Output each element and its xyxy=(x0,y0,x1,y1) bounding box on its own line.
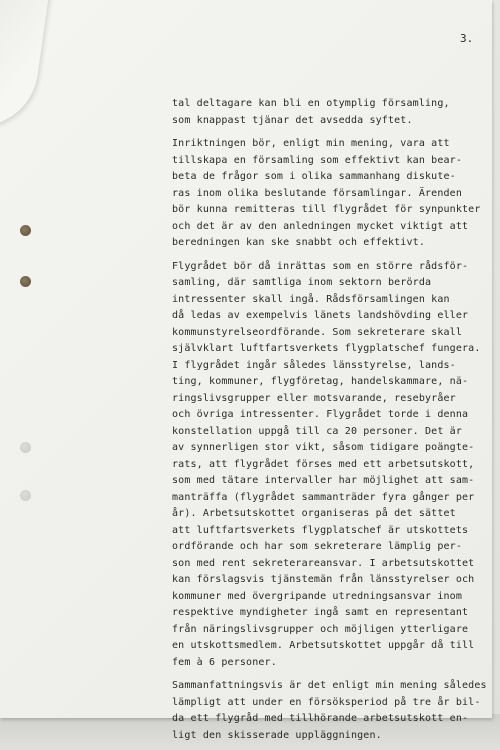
text-line: kommuner med övergripande utredningsansvar inom xyxy=(172,590,463,602)
text-line: kommunstyrelseordförande. Som sekreterare skall xyxy=(172,326,463,338)
text-line: manträffa (flygrådet sammanträder fyra gånger per xyxy=(172,491,475,503)
text-line: samling, där samtliga inom sektorn berörda xyxy=(172,277,432,288)
text-line: rats, att flygrådet förses med ett arbetsutskott, xyxy=(172,458,475,470)
text-line: ringslivsgrupper eller motsvarande, resebyråer xyxy=(172,392,456,404)
text-line: tal deltagare kan bli en otymplig församling, xyxy=(172,98,450,109)
punch-hole xyxy=(20,225,31,236)
text-line: självklart luftfartsverkets flygplatschef fungera. xyxy=(172,343,481,354)
text-line: fem à 6 personer. xyxy=(172,656,277,668)
text-line: att luftfartsverkets flygplatschef är utskottets xyxy=(172,524,469,536)
text-line: från näringslivsgrupper och möjligen ytterligare xyxy=(172,623,469,635)
text-line: Flygrådet bör då inrättas som en större rådsför- xyxy=(172,260,469,272)
text-line: respektive myndigheter ingå samt en representant xyxy=(172,607,469,618)
text-line: beredningen kan ske snabbt och effektivt. xyxy=(172,237,425,248)
text-line: I flygrådet ingår således länsstyrelse, lands- xyxy=(172,359,456,371)
text-line: intressenter skall ingå. Rådsförsamlingen kan xyxy=(172,293,450,305)
text-line: ting, kommuner, flygföretag, handelskammare, nä- xyxy=(172,376,469,387)
text-line: ordförande och har som sekreterare lämplig per- xyxy=(172,541,463,552)
folded-corner xyxy=(0,0,50,134)
text-line: beta de frågor som i olika sammanhang diskute- xyxy=(172,171,456,182)
text-line: kan förslagsvis tjänstemän från länsstyrelser och xyxy=(172,574,475,585)
text-line: som med tätare intervaller har möjlighet att sam- xyxy=(172,475,475,486)
text-line: Sammanfattningsvis är det enligt min mening således xyxy=(172,680,487,691)
text-line: av synnerligen stor vikt, såsom tidigare poängte- xyxy=(172,442,475,453)
text-line: en utskottsmedlem. Arbetsutskottet uppgår då till xyxy=(172,640,475,651)
text-line: ligt den skisserade uppläggningen. xyxy=(172,729,382,741)
text-line: som knappast tjänar det avsedda syftet. xyxy=(172,114,413,126)
paragraph xyxy=(172,678,492,744)
document-body xyxy=(172,96,492,750)
text-line: tillskapa en församling som effektivt kan bear- xyxy=(172,154,463,166)
text-line: lämpligt att under en försöksperiod på tre år bil- xyxy=(172,696,481,708)
punch-hole xyxy=(20,442,31,453)
text-line: och övriga intressenter. Flygrådet torde i denna xyxy=(172,409,469,420)
paragraph xyxy=(172,259,492,672)
text-line: da ett flygråd med tillhörande arbetsutskott en- xyxy=(172,713,469,724)
page-number: 3. xyxy=(460,32,474,45)
text-line: då ledas av exempelvis länets landshövding eller xyxy=(172,310,469,321)
punch-hole xyxy=(20,490,31,501)
text-line: son med rent sekreterareansvar. I arbetsutskottet xyxy=(172,557,475,569)
paragraph xyxy=(172,96,492,129)
text-line: bör kunna remitteras till flygrådet för synpunkter xyxy=(172,204,481,215)
text-line: Inriktningen bör, enligt min mening, vara att xyxy=(172,138,450,149)
text-line: år). Arbetsutskottet organiseras på det sättet xyxy=(172,508,456,519)
punch-hole xyxy=(20,276,31,287)
text-line: och det är av den anledningen mycket viktigt att xyxy=(172,220,469,232)
text-line: konstellation uppgå till ca 20 personer. Det är xyxy=(172,425,463,437)
text-line: ras inom olika beslutande församlingar. Ärenden xyxy=(172,187,463,199)
paragraph xyxy=(172,136,492,252)
